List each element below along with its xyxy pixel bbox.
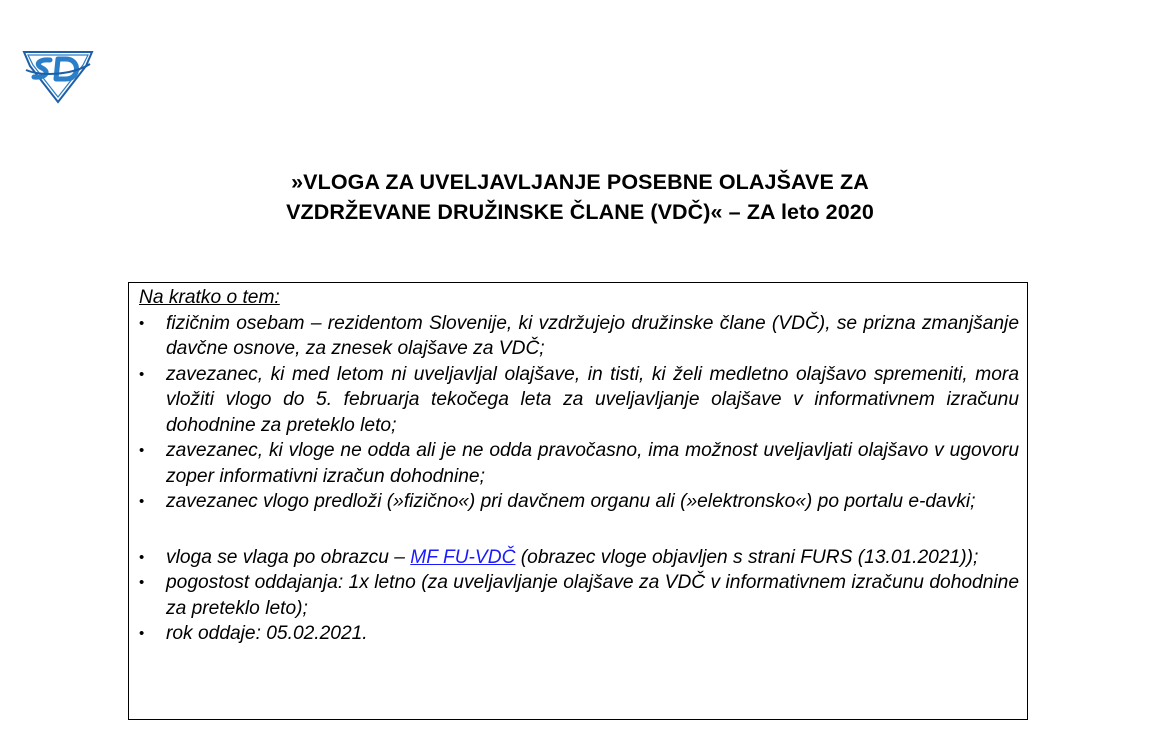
list-item-deadline <box>137 621 1019 647</box>
form-link[interactable]: MF FU-VDČ <box>410 546 516 568</box>
list-spacer <box>137 515 1019 545</box>
summary-heading: Na kratko o tem: <box>139 287 280 308</box>
list-item-form <box>137 545 1019 571</box>
summary-box <box>128 282 1028 720</box>
bullet-icon: • <box>139 574 145 591</box>
list-item-text: zavezanec vlogo predloži (»fizično«) pri davčnem organu ali (»elektronsko«) po portalu e-davki; <box>166 491 976 512</box>
bullet-icon: • <box>139 625 145 642</box>
bullet-icon: • <box>139 365 145 383</box>
document-title <box>130 167 1030 227</box>
form-item-after: (obrazec vloge objavljen s strani FURS (13.01.2021)); <box>515 546 979 568</box>
title-line-1: »VLOGA ZA UVELJAVLJANJE POSEBNE OLAJŠAVE ZA <box>291 170 869 194</box>
list-item-frequency <box>137 570 1019 621</box>
bullet-icon: • <box>139 314 145 332</box>
summary-list <box>137 311 1019 647</box>
bullet-icon: • <box>139 442 145 459</box>
list-item-text: zavezanec, ki med letom ni uveljavljal olajšave, in tisti, ki želi medletno olajšavo spremeniti, mora vložiti vlogo do 5. februarja tekočega leta za uveljavljanje olajšave v informativnem izračunu dohodnine za preteklo leto; <box>166 363 1019 436</box>
frequency-text: pogostost oddajanja: 1x letno (za uveljavljanje olajšave za VDČ v informativnem izračunu dohodnine za preteklo leto); <box>166 572 1019 619</box>
bullet-icon: • <box>139 548 145 566</box>
list-item <box>137 438 1019 489</box>
sd-logo-icon <box>20 46 96 104</box>
list-item <box>137 489 1019 515</box>
list-item-text: fizičnim osebam – rezidentom Slovenije, ki vzdržujejo družinske člane (VDČ), se prizna zmanjšanje davčne osnove, za znesek olajšave za VDČ; <box>166 312 1019 359</box>
form-item-before: vloga se vlaga po obrazcu – <box>166 546 411 568</box>
title-line-2: VZDRŽEVANE DRUŽINSKE ČLANE (VDČ)« – ZA leto 2020 <box>286 200 874 224</box>
list-item <box>137 362 1019 439</box>
list-item-text: zavezanec, ki vloge ne odda ali je ne odda pravočasno, ima možnost uveljavljati olajšavo v ugovoru zoper informativni izračun dohodnine; <box>166 440 1019 487</box>
deadline-text: rok oddaje: 05.02.2021. <box>166 623 368 644</box>
list-item <box>137 311 1019 362</box>
bullet-icon: • <box>139 493 145 510</box>
